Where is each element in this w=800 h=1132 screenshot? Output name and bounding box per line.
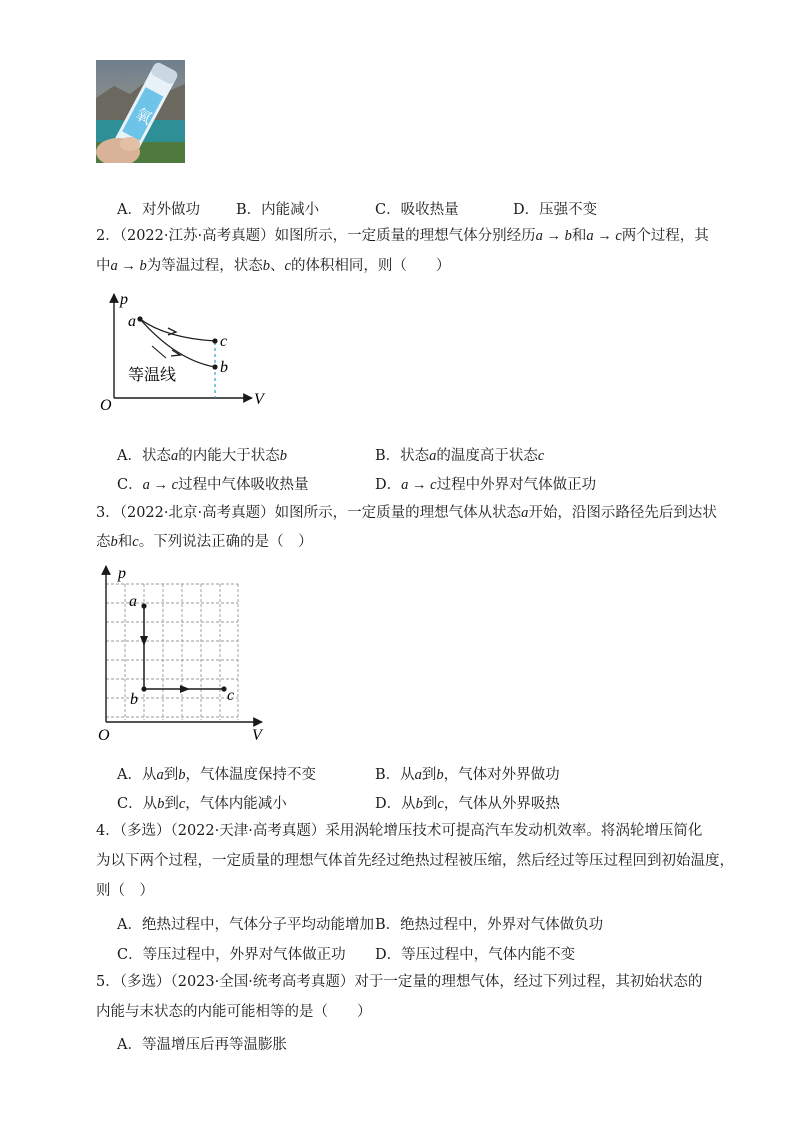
q4-stem-line3: 则（ ） — [96, 883, 154, 899]
q2-state-b: b — [262, 258, 270, 274]
q3-label-c: c — [227, 687, 235, 704]
q2-opt-c-pre: C． — [117, 477, 143, 493]
q3-opt-d-from: b — [415, 796, 423, 812]
q1-option-c: C．吸收热量 — [375, 202, 459, 218]
q3-grid — [106, 584, 238, 720]
q2-opt-b-pre: B．状态 — [375, 448, 430, 464]
q2-opt-c-proc: a → c — [142, 477, 179, 493]
q3-opt-d-to: 到 — [422, 796, 438, 812]
q2-stem-prefix: 中 — [96, 258, 111, 274]
q2-word-and: 和 — [571, 228, 587, 244]
q3-opt-d-pre: D．从 — [375, 796, 416, 812]
q3-label-a: a — [129, 593, 137, 610]
q5-option-a: A．等温增压后再等温膨胀 — [117, 1037, 287, 1053]
q2-opt-d-pre: D． — [375, 477, 402, 493]
q3-stem-text4: 。下列说法正确的是（ ） — [138, 534, 313, 550]
q3-opt-d-post: ，气体从外界吸热 — [443, 796, 560, 812]
q2-axis-v-label: V — [254, 391, 264, 408]
q1-option-b: B．内能减小 — [236, 202, 320, 218]
q4-option-c: C．等压过程中，外界对气体做正功 — [117, 947, 346, 963]
q2-proc-ab: a → b — [535, 228, 572, 244]
q1-option-d: D．压强不变 — [513, 202, 598, 218]
q3-label-b: b — [130, 691, 138, 708]
q3-opt-c-to: 到 — [164, 796, 179, 812]
q5-stem-line2: 内能与末状态的内能可能相等的是（ ） — [96, 1004, 372, 1020]
q2-proc-ab-2: a → b — [110, 258, 147, 274]
q3-opt-b-pre: B．从 — [375, 767, 415, 783]
q2-opt-a-mid: 的内能大于状态 — [178, 448, 280, 464]
q2-isotherm-pointer — [152, 346, 166, 358]
q2-opt-b-var2: c — [537, 448, 545, 464]
q2-opt-a-var1: a — [170, 448, 179, 464]
q2-source: （2022·江苏·高考真题） — [119, 228, 275, 244]
q3-opt-c-dest: c — [178, 796, 186, 812]
q3-opt-b-to: 到 — [421, 767, 437, 783]
q2-pv-diagram — [96, 288, 272, 414]
q3-opt-a-to: 到 — [163, 767, 179, 783]
q3-opt-a-from: a — [156, 767, 164, 783]
q3-state-b: b — [110, 534, 118, 550]
q2-opt-c-post: 过程中气体吸收热量 — [178, 477, 309, 493]
q2-stem-line1 — [96, 226, 709, 246]
q5-stem-line1: 5．（多选）（2023·全国·统考高考真题）对于一定量的理想气体，经过下列过程，其初始状态的 — [96, 974, 703, 990]
q2-stem-text2: 两个过程，其 — [621, 228, 709, 244]
q3-opt-d-dest: c — [437, 796, 444, 812]
q3-opt-a-dest: b — [178, 767, 186, 783]
q3-stem-text3: 态 — [96, 534, 111, 550]
q2-opt-a-var2: b — [279, 448, 287, 464]
q2-option-b — [375, 444, 544, 465]
q2-point-c — [212, 338, 217, 343]
q2-point-a — [137, 316, 142, 321]
q3-opt-c-from: b — [157, 796, 165, 812]
q1-option-a: A．对外做功 — [117, 202, 200, 218]
q3-opt-c-pre: C．从 — [117, 796, 158, 812]
q4-option-d: D．等压过程中，气体内能不变 — [375, 947, 576, 963]
q2-origin-label: O — [100, 397, 112, 414]
q2-arrow-ac-icon — [168, 328, 176, 335]
q3-stem-text1: 如图所示，一定质量的理想气体从状态 — [274, 505, 522, 521]
q3-option-b — [375, 763, 560, 784]
q3-option-a — [117, 763, 316, 784]
q3-arrow-right-icon — [180, 685, 190, 693]
q2-opt-b-mid: 的温度高于状态 — [436, 448, 538, 464]
q2-axis-p-label: p — [120, 291, 128, 308]
q4-stem-line1: 4．（多选）（2022·天津·高考真题）采用涡轮增压技术可提高汽车发动机效率。将涡轮增压简化 — [96, 823, 703, 839]
svg-text:氧: 氧 — [132, 104, 156, 129]
q2-opt-d-post: 过程中外界对气体做正功 — [436, 477, 597, 493]
q2-stem-text3: 为等温过程，状态 — [146, 258, 263, 274]
q2-label-c: c — [220, 333, 228, 350]
q2-point-b — [212, 364, 217, 369]
q3-state-c: c — [132, 534, 139, 550]
q2-stem-text4: 的体积相同，则（ ） — [290, 258, 451, 274]
oxygen-can-photo — [96, 60, 185, 163]
q2-stem-line2 — [96, 256, 450, 276]
q3-option-c — [117, 792, 287, 813]
q2-option-d — [375, 473, 596, 494]
q3-point-c — [221, 686, 226, 691]
q2-number: 2． — [96, 228, 120, 244]
q3-pv-diagram — [96, 562, 272, 742]
q2-label-a: a — [128, 313, 136, 330]
q2-option-c — [117, 473, 309, 494]
q3-point-a — [141, 603, 146, 608]
q3-stem-text2: 开始，沿图示路径先后到达状 — [528, 505, 717, 521]
q2-stem-text1: 如图所示，一定质量的理想气体分别经历 — [274, 228, 536, 244]
q3-word-and: 和 — [117, 534, 133, 550]
q3-origin-label: O — [98, 727, 110, 742]
q2-state-c: c — [284, 258, 291, 274]
q3-source: （2022·北京·高考真题） — [119, 505, 275, 521]
q2-opt-a-pre: A．状态 — [117, 448, 171, 464]
q3-state-a: a — [521, 505, 529, 521]
q2-proc-ac: a → c — [586, 228, 622, 244]
q4-option-a: A．绝热过程中，气体分子平均动能增加 — [117, 917, 374, 933]
q3-option-d — [375, 792, 560, 813]
q3-opt-b-post: ，气体对外界做功 — [443, 767, 560, 783]
q3-axis-p-label: p — [118, 565, 126, 582]
q3-stem-line1 — [96, 503, 717, 523]
q2-opt-b-var1: a — [429, 448, 437, 464]
q3-opt-a-post: ，气体温度保持不变 — [185, 767, 316, 783]
q3-opt-a-pre: A．从 — [117, 767, 157, 783]
q3-point-b — [141, 686, 146, 691]
q2-option-a — [117, 444, 287, 465]
q2-sep: 、 — [270, 258, 285, 274]
q2-label-b: b — [220, 359, 228, 376]
q3-opt-c-post: ，气体内能减小 — [185, 796, 287, 812]
q3-axis-v-label: V — [252, 727, 262, 742]
q3-opt-b-dest: b — [436, 767, 444, 783]
q3-stem-line2 — [96, 532, 313, 552]
q4-stem-line2: 为以下两个过程，一定质量的理想气体首先经过绝热过程被压缩，然后经过等压过程回到初始温度， — [96, 853, 734, 869]
q2-opt-d-proc: a → c — [401, 477, 437, 493]
q3-number: 3． — [96, 505, 120, 521]
q3-opt-b-from: a — [414, 767, 422, 783]
q4-option-b: B．绝热过程中，外界对气体做负功 — [375, 917, 604, 933]
q2-isotherm-label: 等温线 — [128, 365, 177, 384]
